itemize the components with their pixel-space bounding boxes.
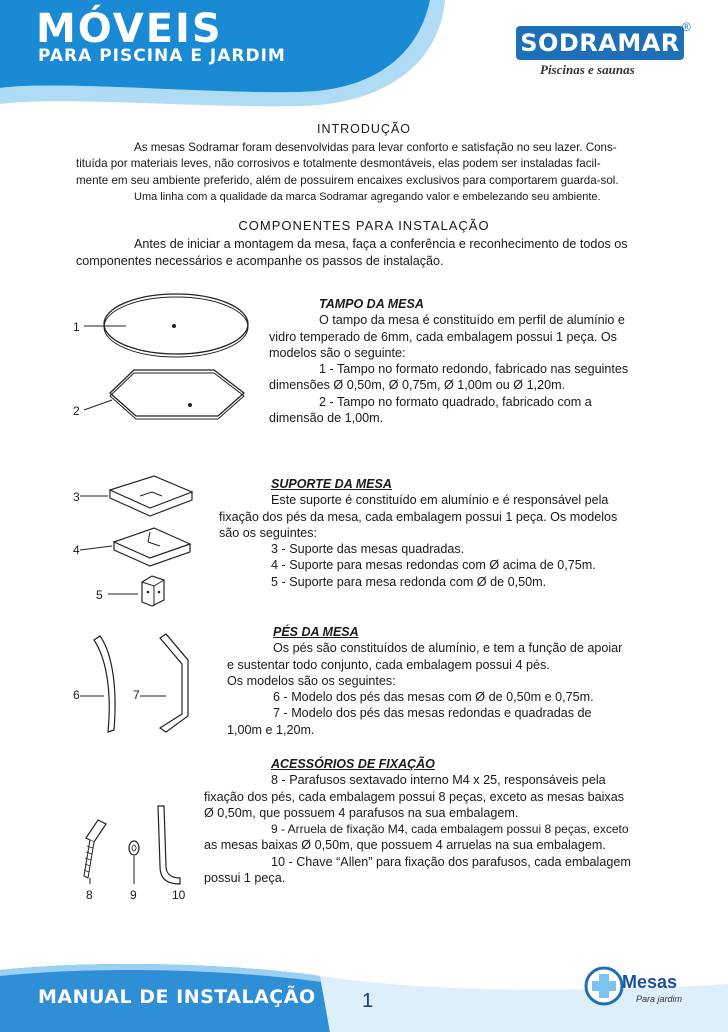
- suporte-line: 5 - Suporte para mesa redonda com Ø de 0,50m.: [271, 574, 547, 589]
- pes-line: 6 - Modelo dos pés das mesas com Ø de 0,50m e 0,75m.: [273, 690, 594, 705]
- suporte-section: [219, 476, 656, 590]
- acessorios-line: fixação dos pés, cada embalagem possui 8 peças, exceto as mesas baixas: [204, 789, 625, 804]
- components-paragraph: [76, 236, 656, 270]
- tampo-illustration: [70, 284, 270, 434]
- brand-logo: SODRAMAR: [516, 26, 684, 60]
- suporte-line: fixação dos pés da mesa, cada embalagem possui 1 peça. Os modelos: [219, 509, 618, 524]
- intro-paragraph: [76, 140, 656, 205]
- mesas-logo-subtext: Para jardim: [636, 994, 683, 1004]
- figure-label-5: 5: [96, 588, 103, 602]
- figure-label-9: 9: [130, 888, 137, 902]
- pes-section: [227, 624, 656, 738]
- figure-label-4: 4: [73, 543, 80, 557]
- tampo-line: O tampo da mesa é constituído em perfil de alumínio e: [319, 313, 625, 328]
- figure-label-8: 8: [86, 888, 93, 902]
- suporte-line: Este suporte é constituído em alumínio e é responsável pela: [271, 493, 609, 508]
- figure-label-3: 3: [73, 490, 80, 504]
- page-number: 1: [362, 990, 374, 1012]
- tampo-section: [269, 296, 656, 426]
- pes-illustration: [70, 630, 220, 740]
- intro-heading: INTRODUÇÃO: [316, 122, 412, 136]
- pes-line: 1,00m e 1,20m.: [227, 722, 315, 737]
- intro-line: mente em seu ambiente preferido, além de possuirem encaixes exclusivos para comportarem guarda-sol.: [76, 173, 619, 187]
- acessorios-line: possui 1 peça.: [204, 871, 286, 886]
- intro-line: As mesas Sodramar foram desenvolvidas para levar conforto e satisfação no seu lazer. Cons-: [134, 141, 617, 154]
- acessorios-line: Ø 0,50m, que possuem 4 parafusos na sua embalagem.: [204, 805, 519, 820]
- suporte-line: 4 - Suporte para mesas redondas com Ø acima de 0,75m.: [271, 558, 596, 573]
- tampo-heading: TAMPO DA MESA: [319, 297, 424, 311]
- mesas-logo-text: Mesas: [622, 972, 678, 992]
- acessorios-line: as mesas baixas Ø 0,50m, que possuem 4 arruelas na sua embalagem.: [204, 838, 606, 853]
- figure-label-7: 7: [133, 688, 140, 702]
- acessorios-heading: ACESSÓRIOS DE FIXAÇÃO: [271, 757, 435, 771]
- components-line: Antes de iniciar a montagem da mesa, faça a conferência e reconhecimento de todos os: [134, 237, 628, 251]
- tampo-line: modelos são o seguinte:: [269, 345, 406, 360]
- acessorios-illustration: [70, 800, 200, 890]
- tampo-line: vidro temperado de 6mm, cada embalagem possui 1 peça. Os: [269, 329, 617, 344]
- tampo-line: 1 - Tampo no formato redondo, fabricado nas seguintes: [319, 362, 629, 377]
- intro-line: Uma linha com a qualidade da marca Sodramar agregando valor e embelezando seu ambiente.: [134, 190, 601, 203]
- acessorios-section: [204, 756, 656, 886]
- suporte-heading: SUPORTE DA MESA: [271, 477, 392, 491]
- figure-label-10: 10: [172, 888, 186, 902]
- figure-label-6: 6: [73, 688, 80, 702]
- tampo-line: 2 - Tampo no formato quadrado, fabricado com a: [319, 394, 592, 409]
- acessorios-line: 8 - Parafusos sextavado interno M4 x 25, responsáveis pela: [271, 773, 606, 788]
- tampo-line: dimensão de 1,00m.: [269, 411, 384, 426]
- suporte-illustration: [70, 466, 220, 616]
- intro-line: tituída por materiais leves, não corrosivos e totalmente desmontáveis, elas podem ser instaladas facil-: [76, 157, 601, 171]
- suporte-line: são os seguintes:: [219, 525, 318, 540]
- acessorios-line: 10 - Chave “Allen” para fixação dos parafusos, cada embalagem: [271, 854, 631, 869]
- brand-tagline: Piscinas e saunas: [540, 62, 635, 77]
- suporte-line: 3 - Suporte das mesas quadradas.: [271, 542, 465, 557]
- pes-line: 7 - Modelo dos pés das mesas redondas e quadradas de: [273, 706, 592, 721]
- figure-label-2: 2: [73, 404, 80, 418]
- components-line: componentes necessários e acompanhe os passos de instalação.: [76, 254, 444, 268]
- pes-heading: PÉS DA MESA: [273, 625, 359, 639]
- components-heading: COMPONENTES PARA INSTALAÇÃO: [238, 218, 490, 233]
- figure-label-1: 1: [73, 320, 80, 334]
- footer-title: MANUAL DE INSTALAÇÃO: [38, 986, 316, 1008]
- header-subtitle: PARA PISCINA E JARDIM: [38, 46, 286, 66]
- header-title: MÓVEIS: [36, 6, 223, 52]
- pes-line: e sustentar todo conjunto, cada embalagem possui 4 pés.: [227, 657, 550, 672]
- brand-registered-mark: ®: [682, 20, 691, 34]
- pes-line: Os pés são constituídos de alumínio, e tem a função de apoiar: [273, 641, 623, 656]
- acessorios-line: 9 - Arruela de fixação M4, cada embalagem possui 8 peças, exceto: [271, 822, 629, 837]
- tampo-line: dimensões Ø 0,50m, Ø 0,75m, Ø 1,00m ou Ø 1,20m.: [269, 378, 566, 393]
- pes-line: Os modelos são os seguintes:: [227, 673, 396, 688]
